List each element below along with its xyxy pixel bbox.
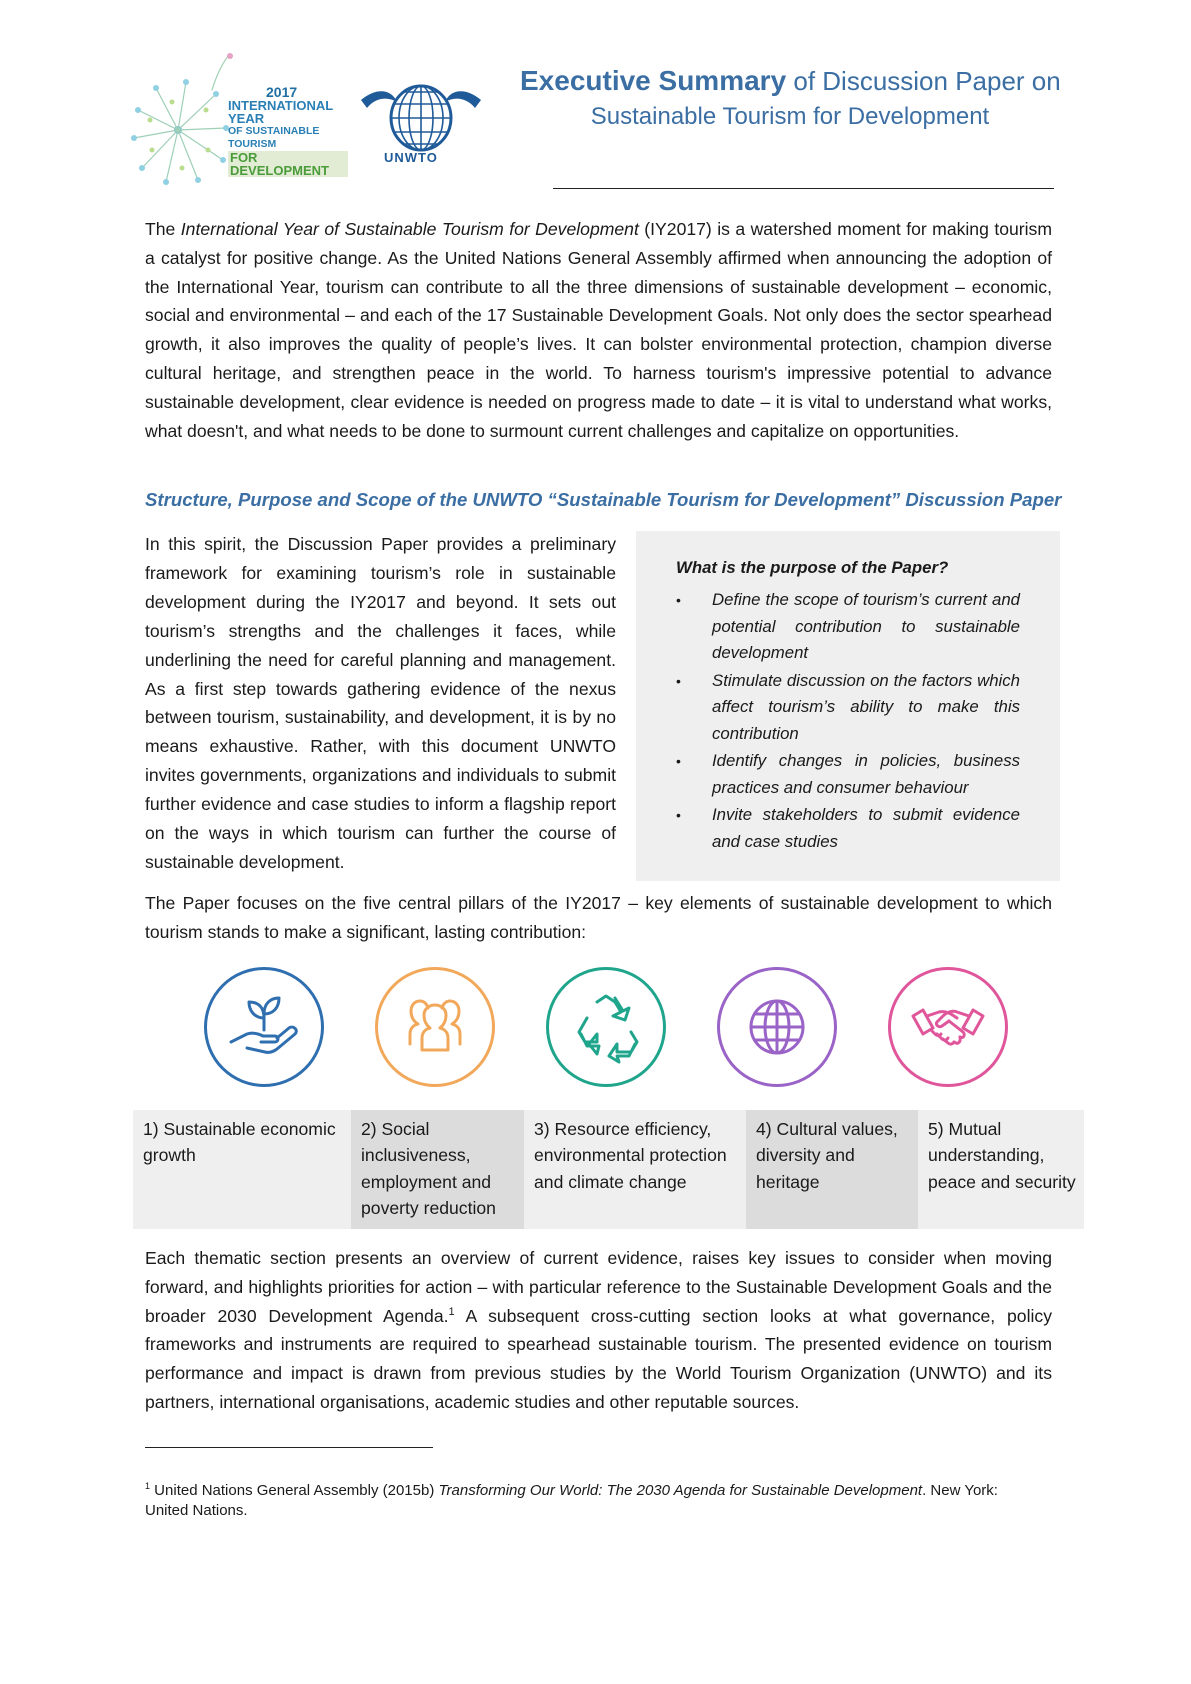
purpose-list-item	[676, 587, 1020, 667]
intro-body: (IY2017) is a watershed moment for making tourism a catalyst for positive change. As the United Nations General Assembly affirmed when announcing the adoption of the International Year, tourism can contribute to all the three dimensions of sustainable development – economic, social and environmental – and each of the 17 Sustainable Development Goals. Not only does the sector spearhead growth, it also improves the quality of people’s lives. It can bolster environmental protection, champion diverse cultural heritage, and strengthen peace in the world. To harness tourism's impressive potential to advance sustainable development, clear evidence is needed on progress made to date – it is vital to understand what works, what doesn't, and what needs to be done to surmount current challenges and capitalize on opportunities.	[145, 219, 1052, 441]
thematic-part1: Each thematic section presents an overview of current evidence, raises key issues to consider when moving forward, and highlights priorities for action – with particular reference to the Sustainable Development Goals and the broader 2030 Development Agenda.	[145, 1248, 1052, 1326]
header-logos	[128, 30, 508, 180]
pillar-label-3: 3) Resource efficiency, environmental protection and climate change	[524, 1110, 746, 1229]
iy-year: 2017	[266, 84, 298, 100]
iy2017-logo-burst-icon	[128, 50, 233, 200]
people-group-icon	[375, 967, 495, 1087]
iy-line1: INTERNATIONAL YEAR	[228, 98, 333, 126]
globe-icon	[717, 967, 837, 1087]
purpose-box-title: What is the purpose of the Paper?	[676, 558, 949, 577]
purpose-list-item	[676, 802, 1020, 855]
footnote-reference[interactable]: 1	[448, 1305, 455, 1318]
intro-paragraph	[145, 215, 1052, 445]
handshake-icon	[888, 967, 1008, 1087]
title-rest: of Discussion Paper on	[786, 66, 1061, 96]
footnote-mark: 1	[145, 1481, 151, 1491]
purpose-box	[636, 531, 1060, 881]
section-heading: Structure, Purpose and Scope of the UNWTO “Sustainable Tourism for Development” Discussion Paper	[145, 489, 1062, 510]
bullet-icon: •	[676, 672, 681, 689]
bullet-icon: •	[676, 753, 681, 769]
footnote-tail: . New York: United Nations.	[145, 1482, 998, 1519]
iy2017-logo-text	[228, 86, 348, 177]
spirit-paragraph: In this spirit, the Discussion Paper provides a preliminary framework for examining tourism’s role in sustainable development during the IY2017 and beyond. It sets out tourism’s strengths and the challenges it faces, while underlining the need for careful planning and management. As a first step towards gathering evidence of the nexus between tourism, sustainability, and development, it is by no means exhaustive. Rather, with this document UNWTO invites governments, organizations and individuals to submit further evidence and case studies to inform a flagship report on the ways in which tourism can further the course of sustainable development.	[145, 534, 616, 872]
thematic-part2: A subsequent cross-cutting section looks at what governance, policy frameworks and instruments are required to spearhead sustainable tourism. The presented evidence on tourism performance and impact is drawn from previous studies by the World Tourism Organization (UNWTO) and its partners, international organisations, academic studies and other reputable sources.	[145, 1305, 1052, 1412]
iy-line3: FOR DEVELOPMENT	[228, 151, 348, 177]
bullet-icon: •	[676, 807, 681, 823]
purpose-item-text: Define the scope of tourism’s current and potential contribution to sustainable development	[712, 590, 1020, 662]
purpose-item-text: Invite stakeholders to submit evidence and case studies	[712, 805, 1020, 851]
pillar-label-1: 1) Sustainable economic growth	[133, 1110, 351, 1229]
thematic-paragraph	[145, 1244, 1052, 1417]
footnote-lead: United Nations General Assembly (2015b)	[150, 1482, 439, 1499]
document-title	[520, 64, 1060, 136]
unwto-globe-logo-icon	[357, 82, 485, 160]
hand-plant-icon	[204, 967, 324, 1087]
iy-line2: OF SUSTAINABLE TOURISM	[228, 125, 320, 150]
pillar-label-5: 5) Mutual understanding, peace and security	[918, 1110, 1084, 1229]
footnote	[145, 1476, 1045, 1521]
purpose-list	[676, 587, 1020, 856]
title-line1	[520, 64, 1060, 98]
bullet-icon: •	[676, 592, 681, 608]
footnote-italic: Transforming Our World: The 2030 Agenda for Sustainable Development	[438, 1482, 923, 1499]
purpose-item-text: Identify changes in policies, business practices and consumer behaviour	[712, 751, 1020, 797]
footnote-separator	[145, 1447, 433, 1448]
recycle-icon	[546, 967, 666, 1087]
pillars-intro-paragraph: The Paper focuses on the five central pillars of the IY2017 – key elements of sustainable development to which tourism stands to make a significant, lasting contribution:	[145, 893, 1052, 942]
intro-italic: International Year of Sustainable Tourism for Development	[180, 219, 639, 239]
purpose-list-item	[676, 668, 1020, 748]
title-strong: Executive Summary	[520, 65, 787, 96]
intro-lead: The	[145, 219, 181, 239]
unwto-label: UNWTO	[384, 150, 438, 165]
title-underline	[553, 188, 1054, 189]
title-subtitle: Sustainable Tourism for Development	[590, 103, 990, 130]
pillar-label-4: 4) Cultural values, diversity and heritage	[746, 1110, 918, 1229]
purpose-list-item	[676, 748, 1020, 801]
purpose-item-text: Stimulate discussion on the factors which affect tourism’s ability to make this contribution	[712, 670, 1020, 743]
pillar-label-2: 2) Social inclusiveness, employment and poverty reduction	[351, 1110, 524, 1229]
